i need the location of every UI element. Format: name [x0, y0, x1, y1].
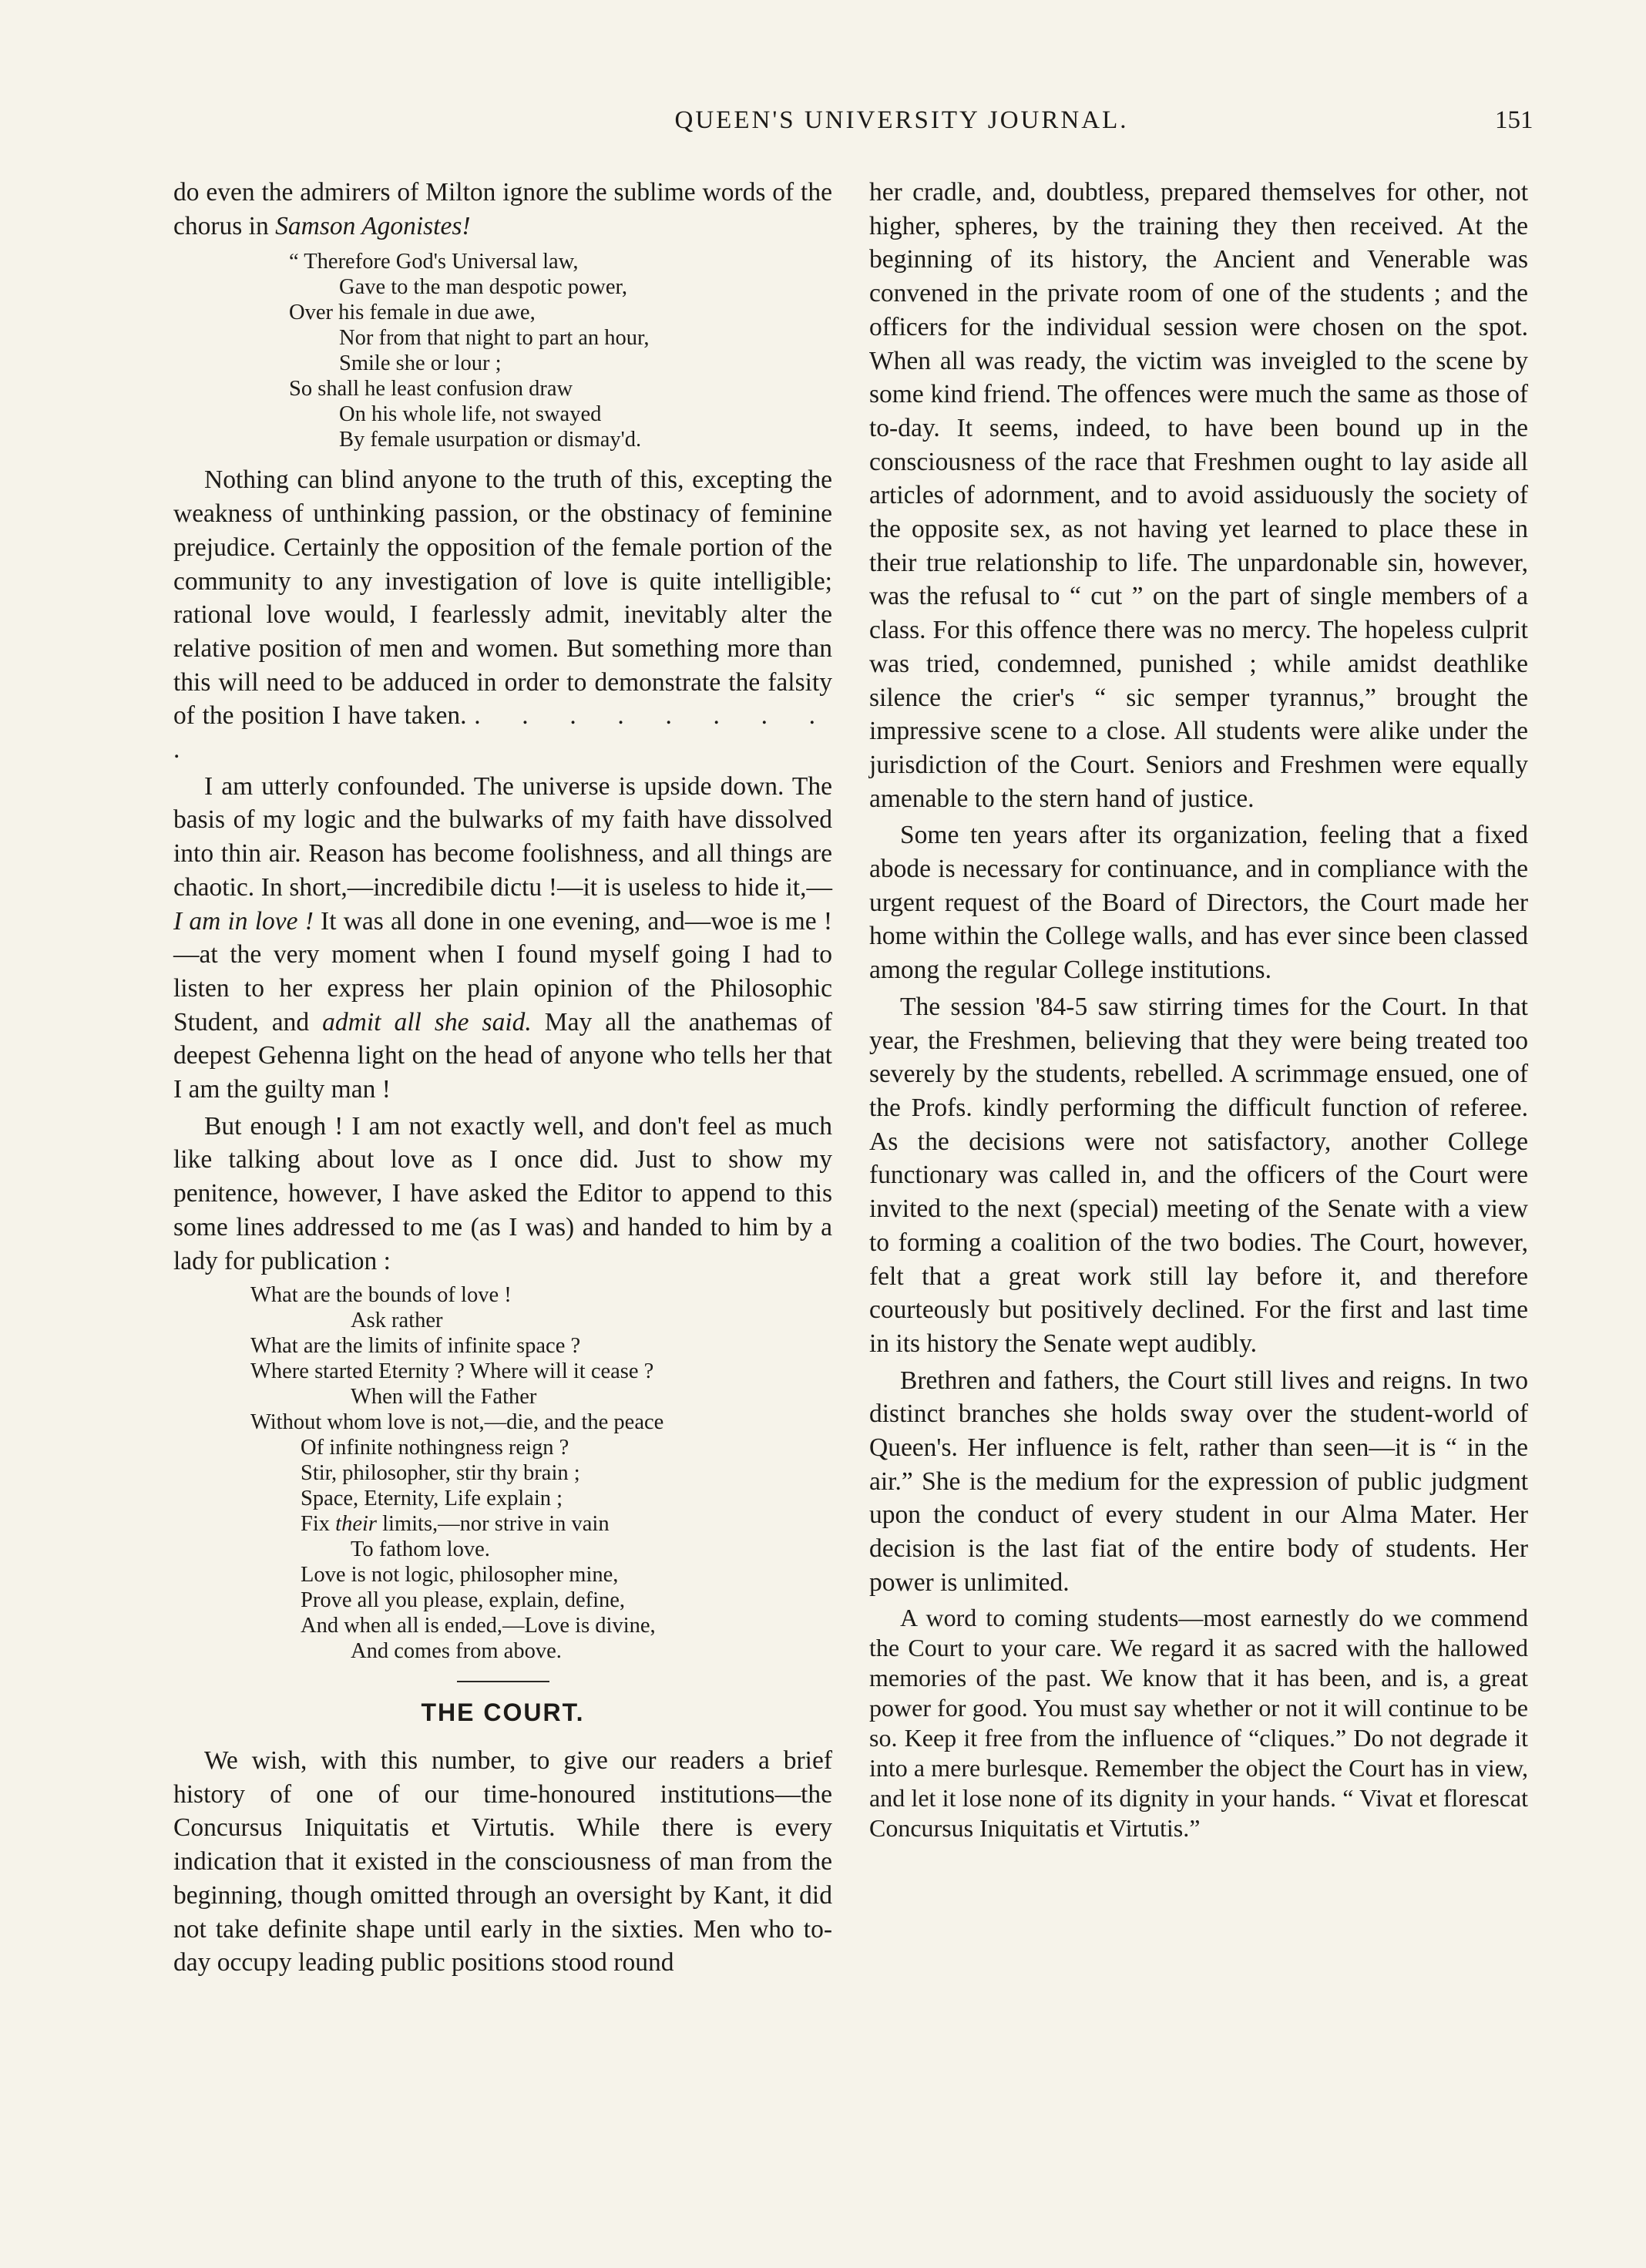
running-head: QUEEN'S UNIVERSITY JOURNAL. — [674, 106, 1129, 134]
paragraph-text: It was all done in one evening, and—woe is me !—at the very moment when I found myself going I had to listen to her express her plain opinion of the Philosophic Student, and — [173, 906, 833, 1037]
poem-line: By female usurpation or dismay'd. — [339, 428, 642, 452]
poem-line: Space, Eternity, Life explain ; — [301, 1487, 563, 1511]
poem-line: On his whole life, not swayed — [339, 402, 602, 427]
poem-line: “ Therefore God's Universal law, — [289, 250, 579, 274]
paragraph-text: May all the anathemas of deepest Gehenna light on the head of anyone who tells her that I am the guilty man ! — [173, 1007, 832, 1104]
ellipsis-dots: . . . . . . . . . — [173, 701, 833, 764]
intro-paragraph — [173, 176, 832, 243]
page-number: 151 — [1495, 106, 1533, 134]
poem-line: Gave to the man despotic power, — [339, 275, 627, 300]
poem-line — [250, 1511, 832, 1537]
intro-title: Samson Agonistes! — [275, 211, 471, 240]
italic-phrase: admit all she said. — [322, 1007, 532, 1037]
poem-line: What are the limits of infinite space ? — [250, 1334, 581, 1359]
intro-text: do even the admirers of Milton ignore the sublime words of the chorus in — [173, 178, 832, 240]
poem-line: Prove all you please, explain, define, — [301, 1588, 626, 1613]
italic-word: their — [335, 1512, 377, 1537]
poem-line: Stir, philosopher, stir thy brain ; — [301, 1461, 580, 1486]
poem-line: Of infinite nothingness reign ? — [301, 1436, 569, 1460]
lady-poem — [173, 1282, 832, 1664]
poem-line: And comes from above. — [351, 1639, 562, 1664]
paragraph — [173, 463, 832, 766]
paragraph: The session '84-5 saw stirring times for the Court. In that year, the Freshmen, believing that they were being treated too severely by the students, rebelled. A scrimmage ensued, one of the Profs. kindly performing the difficult function of referee. As the decisions were not satisfactory, another College functionary was called in, and the officers of the Court were invited to the next (special) meeting of the Senate with a view to forming a coalition of the two bodies. The Court, however, felt that a great work still lay before it, and therefore courteously but positively declined. For the first and last time in its history the Senate wept audibly. — [869, 992, 1528, 1358]
poem-text: limits,—nor strive in vain — [376, 1512, 610, 1537]
right-column — [869, 176, 1528, 1846]
poem-line: And when all is ended,—Love is divine, — [301, 1614, 656, 1638]
poem-line: What are the bounds of love ! — [250, 1283, 512, 1308]
poem-line: Nor from that night to part an hour, — [339, 326, 650, 351]
paragraph: Brethren and fathers, the Court still lives and reigns. In two distinct branches she holds sway over the student-world of Queen's. Her influence is felt, rather than seen—it is “ in the air.” She is the medium for the expression of public judgment upon the conduct of every student in our Alma Mater. Her decision is the last fiat of the entire body of students. Her power is unlimited. — [869, 1366, 1528, 1597]
poem-line: Where started Eternity ? Where will it cease ? — [250, 1359, 654, 1384]
poem-line: When will the Father — [351, 1385, 537, 1410]
paragraph: We wish, with this number, to give our readers a brief history of one of our time-honoured institutions—the Concursus Iniquitatis et Virtutis. While there is every indication that it existed in the consciousness of man from the beginning, though omitted through an oversight by Kant, it did not take definite shape until early in the sixties. Men who to-day occupy leading public positions stood round — [173, 1746, 832, 1977]
paragraph: But enough ! I am not exactly well, and don't feel as much like talking about love as I once did. Just to show my penitence, however, I have asked the Editor to append to this some lines addressed to me (as I was) and handed to him by a lady for publication : — [173, 1111, 832, 1275]
paragraph — [173, 770, 832, 1107]
milton-chorus — [173, 249, 832, 452]
poem-line: So shall he least confusion draw — [289, 377, 573, 402]
paragraph: Some ten years after its organization, feeling that a fixed abode is necessary for continuance, and in compliance with the urgent request of the Board of Directors, the Court made her home within the College walls, and has ever since been classed among the regular College institutions. — [869, 821, 1528, 985]
poem-line: Over his female in due awe, — [289, 301, 536, 325]
poem-line: Without whom love is not,—die, and the peace — [250, 1410, 664, 1435]
poem-line: To fathom love. — [351, 1537, 490, 1562]
poem-line: Ask rather — [351, 1309, 443, 1333]
poem-line: Smile she or lour ; — [339, 351, 502, 376]
paragraph: A word to coming students—most earnestly do we commend the Court to your care. We regard it as sacred with the hallowed memories of the past. We know that it has been, and is, a great power for good. You must say whether or not it will continue to be so. Keep it free from the influence of “cliques.” Do not degrade it into a mere burlesque. Remember the object the Court has in view, and let it lose none of its dignity in your hands. “ Vivat et florescat Concursus Iniquitatis et Virtutis.” — [869, 1603, 1528, 1842]
paragraph-text: Nothing can blind anyone to the truth of this, excepting the weakness of unthinking passion, or the obstinacy of feminine prejudice. Certainly the opposition of the female portion of the community to any investigation of love is quite intelligible; rational love would, I fearlessly admit, inevitably alter the relative position of men and women. But something more than this will need to be adduced in order to demonstrate the falsity of the position I have taken. — [173, 465, 832, 731]
italic-phrase: I am in love ! — [173, 906, 314, 936]
left-column — [173, 176, 832, 1983]
section-title: THE COURT. — [421, 1698, 585, 1727]
poem-line: Love is not logic, philosopher mine, — [301, 1563, 619, 1588]
section-divider — [457, 1681, 549, 1682]
paragraph-text: I am utterly confounded. The universe is upside down. The basis of my logic and the bulwarks of my faith have dissolved into thin air. Reason has become foolishness, and all things are chaotic. In short,—incredibile dictu !—it is useless to hide it,— — [173, 771, 832, 902]
poem-text: Fix — [301, 1512, 336, 1537]
paragraph: her cradle, and, doubtless, prepared themselves for other, not higher, spheres, by the training they then received. At the beginning of its history, the Ancient and Venerable was convened in the private room of one of the students ; and the officers for the individual session were chosen on the spot. When all was ready, the victim was inveigled to the scene by some kind friend. The offences were much the same as those of to-day. It seems, indeed, to have been bound up in the consciousness of the race that Freshmen ought to lay aside all articles of adornment, and to avoid assiduously the society of the opposite sex, as not having yet learned to place these in their true relationship to life. The unpardonable sin, however, was the refusal to “ cut ” on the part of single members of a class. For this offence there was no mercy. The hopeless culprit was tried, condemned, punished ; while amidst deathlike silence the crier's “ sic semper tyrannus,” brought the impressive scene to a close. All students were alike under the jurisdiction of the Court. Seniors and Freshmen were equally amenable to the stern hand of justice. — [869, 178, 1528, 813]
